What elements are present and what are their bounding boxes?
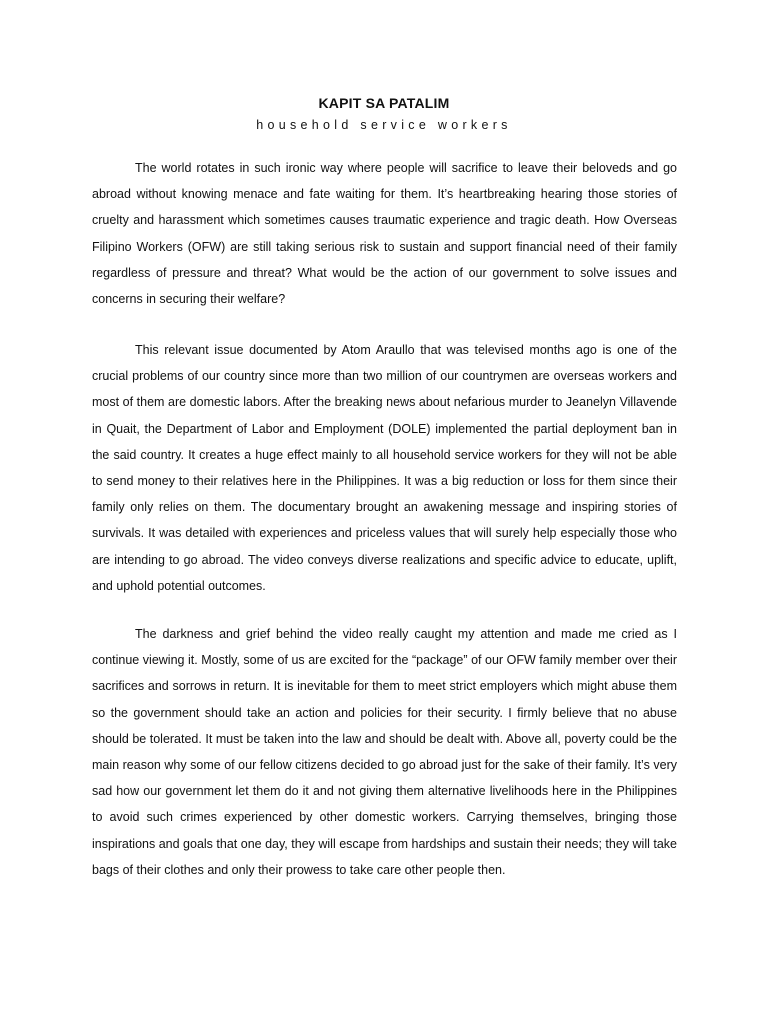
paragraph-3-text: The darkness and grief behind the video really caught my attention and made me cried as I continue viewing it. Mostly, some of us are excited for the “package” of our OFW family member over their sacrifices and sorrows in return. It is inevitable for them to meet strict employers which might abuse them so the government should take an action and policies for their security. I firmly believe that no abuse should be tolerated. It must be taken into the law and should be dealt with. Above all, poverty could be the main reason why some of our fellow citizens decided to go abroad just for the sake of their family. It’s very sad how our government let them do it and not giving them alternative livelihoods here in the Philippines to avoid such crimes experienced by other domestic workers. Carrying themselves, bringing those inspirations and goals that one day, they will escape from hardships and sustain their needs; they will take bags of their clothes and only their prowess to take care other people then. <box>92 627 677 877</box>
paragraph-1-text: The world rotates in such ironic way where people will sacrifice to leave their beloveds and go abroad without knowing menace and fate waiting for them. It’s heartbreaking hearing those stories of cruelty and harassment which sometimes causes traumatic experience and tragic death. How Overseas Filipino Workers (OFW) are still taking serious risk to sustain and support financial need of their family regardless of pressure and threat? What would be the action of our government to solve issues and concerns in securing their welfare? <box>92 161 677 307</box>
paragraph-2 <box>92 337 677 599</box>
paragraph-1 <box>92 155 677 312</box>
paragraph-2-text: This relevant issue documented by Atom Araullo that was televised months ago is one of the crucial problems of our country since more than two million of our countrymen are overseas workers and most of them are domestic labors. After the breaking news about nefarious murder to Jeanelyn Villavende in Quait, the Department of Labor and Employment (DOLE) implemented the partial deployment ban in the said country. It creates a huge effect mainly to all household service workers for they will not be able to send money to their relatives here in the Philippines. It was a big reduction or loss for them since their family only relies on them. The documentary brought an awakening message and inspiring stories of survivals. It was detailed with experiences and priceless values that will surely help especially those who are intending to go abroad. The video conveys diverse realizations and specific advice to educate, uplift, and uphold potential outcomes. <box>92 343 677 593</box>
document-title: KAPIT SA PATALIM <box>318 95 450 111</box>
document-subtitle: household service workers <box>256 118 512 132</box>
paragraph-3 <box>92 621 677 883</box>
